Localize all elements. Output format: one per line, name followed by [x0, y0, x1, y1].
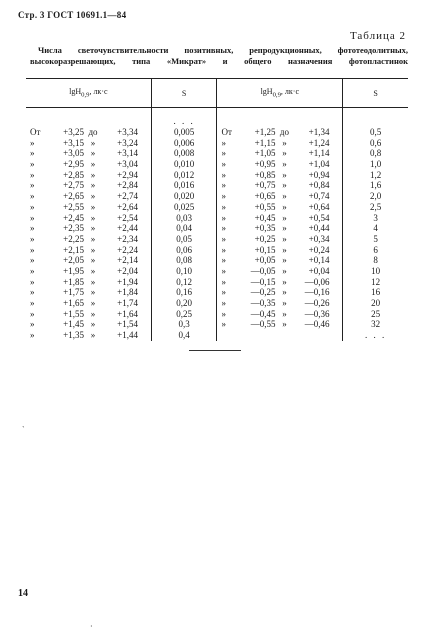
range-row: [26, 255, 151, 266]
header-s-right: S: [343, 79, 408, 108]
s-value: 0,16: [176, 287, 192, 298]
range-to: +0,14: [308, 255, 330, 266]
range-prefix: »: [30, 159, 35, 170]
right-s-column: [343, 108, 408, 341]
s-value: 0,08: [176, 255, 192, 266]
range-mid: »: [282, 287, 287, 298]
range-from: —0,45: [250, 308, 276, 319]
s-trail-dots: . . .: [364, 330, 387, 341]
range-prefix: »: [221, 255, 226, 266]
range-row: [217, 127, 342, 138]
range-mid: »: [90, 191, 96, 202]
s-value: 16: [371, 287, 381, 298]
range-from: +1,05: [254, 148, 276, 159]
range-prefix: »: [221, 308, 226, 319]
range-mid: »: [90, 148, 96, 159]
range-mid: »: [282, 255, 287, 266]
range-to: +1,74: [117, 298, 138, 308]
s-value: 1,0: [369, 159, 382, 170]
range-row: [26, 245, 151, 256]
range-mid: »: [90, 319, 96, 330]
range-to: +1,84: [117, 287, 138, 298]
range-to: +0,74: [308, 191, 330, 202]
range-to: +2,94: [117, 169, 138, 180]
range-row: [217, 277, 342, 288]
range-mid: »: [282, 201, 287, 212]
range-row: [217, 223, 342, 234]
range-from: +2,55: [63, 201, 84, 212]
range-mid: »: [282, 137, 287, 148]
range-from: +1,85: [63, 276, 84, 287]
range-mid: »: [282, 298, 287, 308]
s-value: 20: [371, 298, 381, 308]
range-row: [26, 180, 151, 191]
range-to: —0,26: [304, 298, 330, 308]
range-from: +1,75: [63, 287, 84, 298]
range-row: [26, 298, 151, 309]
caption-line-1: Числа светочувствительности позитивных, репродукционных, фототеодолитных,: [38, 45, 408, 55]
s-value: 2,5: [369, 201, 382, 212]
s-value: 0,025: [173, 201, 195, 212]
range-from: +2,05: [63, 255, 84, 266]
s-dots: . . .: [173, 116, 195, 126]
range-from: +1,35: [63, 330, 84, 341]
range-mid: до: [279, 127, 290, 137]
range-from: —0,05: [250, 265, 276, 276]
range-prefix: »: [221, 191, 226, 202]
range-row: [217, 298, 342, 309]
header-range-right: lgH$_{0,9}$, лк·с: [217, 79, 343, 108]
range-row: [217, 287, 342, 298]
s-value: 0,008: [173, 148, 195, 159]
range-row: [26, 234, 151, 245]
range-from: +0,35: [254, 223, 276, 234]
range-to: +2,04: [117, 265, 138, 276]
range-mid: »: [90, 180, 96, 191]
range-to: +2,34: [117, 233, 138, 244]
range-mid: »: [282, 191, 287, 202]
s-value: 6: [373, 244, 378, 255]
s-value: 0,6: [369, 137, 382, 148]
range-to: +0,84: [308, 180, 330, 191]
range-prefix: »: [30, 319, 35, 330]
range-to: +0,44: [308, 223, 330, 234]
s-value: 0,4: [178, 330, 190, 341]
scan-speck: ·: [90, 622, 93, 631]
range-prefix: »: [30, 148, 35, 159]
range-row: [26, 148, 151, 159]
range-to: +2,64: [117, 201, 138, 212]
range-from: +1,65: [63, 298, 84, 308]
range-prefix: От: [221, 127, 232, 137]
range-row: [26, 319, 151, 330]
range-to: +1,54: [117, 319, 138, 330]
range-to: +1,34: [308, 127, 330, 137]
page-header: Стр. 3 ГОСТ 10691.1—84: [18, 10, 127, 20]
s-value: 0,20: [176, 298, 192, 308]
range-mid: до: [88, 127, 98, 137]
range-prefix: »: [221, 287, 226, 298]
range-mid: »: [282, 244, 287, 255]
s-value: 0,06: [176, 244, 192, 255]
range-from: —0,15: [250, 276, 276, 287]
range-prefix: »: [30, 212, 35, 223]
s-value: 0,10: [176, 265, 192, 276]
range-prefix: »: [221, 180, 226, 191]
range-row: [26, 213, 151, 224]
range-row: [217, 213, 342, 224]
range-row: [26, 287, 151, 298]
range-row: [26, 202, 151, 213]
range-prefix: »: [221, 233, 226, 244]
range-row: [26, 138, 151, 149]
range-mid: »: [90, 265, 96, 276]
range-prefix: »: [221, 319, 226, 330]
range-prefix: »: [30, 137, 35, 148]
range-mid: »: [90, 137, 96, 148]
range-to: +1,14: [308, 148, 330, 159]
range-to: +3,14: [117, 148, 138, 159]
range-prefix: »: [30, 223, 35, 234]
range-prefix: »: [30, 244, 35, 255]
range-prefix: »: [30, 308, 35, 319]
range-to: —0,16: [304, 287, 330, 298]
range-from: +0,85: [254, 169, 276, 180]
range-prefix: »: [30, 276, 35, 287]
range-to: —0,46: [304, 319, 330, 330]
range-row: [217, 234, 342, 245]
range-mid: »: [90, 223, 96, 234]
range-from: +1,15: [254, 137, 276, 148]
range-mid: »: [282, 212, 287, 223]
range-mid: »: [282, 169, 287, 180]
range-row: [26, 330, 151, 341]
range-prefix: »: [221, 137, 226, 148]
range-mid: »: [90, 201, 96, 212]
range-mid: »: [90, 330, 96, 341]
s-value: 0,006: [173, 137, 195, 148]
s-value: 0,04: [176, 223, 192, 234]
range-prefix: »: [221, 169, 226, 180]
range-from: +2,75: [63, 180, 84, 191]
range-row: [217, 138, 342, 149]
range-row: [217, 159, 342, 170]
range-from: +1,45: [63, 319, 84, 330]
s-value: 5: [373, 233, 378, 244]
range-mid: »: [90, 169, 96, 180]
range-mid: »: [282, 308, 287, 319]
range-to: +1,04: [308, 159, 330, 170]
range-from: +0,05: [254, 255, 276, 266]
range-to: +0,04: [308, 265, 330, 276]
header-range-left: lgH$_{0,9}$, лк·с: [26, 79, 151, 108]
range-from: +3,25: [63, 127, 84, 137]
s-value: 0,03: [176, 212, 192, 223]
range-prefix: »: [30, 233, 35, 244]
range-from: +0,75: [254, 180, 276, 191]
range-prefix: »: [221, 201, 226, 212]
range-to: +1,44: [117, 330, 138, 341]
range-row: [217, 245, 342, 256]
range-prefix: »: [221, 159, 226, 170]
range-to: +1,24: [308, 137, 330, 148]
range-row: [26, 127, 151, 138]
sensitivity-table: [26, 78, 408, 341]
range-prefix: »: [221, 223, 226, 234]
range-prefix: »: [221, 244, 226, 255]
range-prefix: »: [30, 265, 35, 276]
range-mid: »: [282, 180, 287, 191]
left-s-column: [151, 108, 217, 341]
range-from: +2,65: [63, 191, 84, 202]
range-from: +0,45: [254, 212, 276, 223]
range-prefix: »: [30, 298, 35, 308]
range-prefix: »: [221, 212, 226, 223]
range-row: [217, 266, 342, 277]
range-row: [26, 223, 151, 234]
range-from: +0,65: [254, 191, 276, 202]
range-mid: »: [90, 287, 96, 298]
range-from: +2,45: [63, 212, 84, 223]
range-from: +0,55: [254, 201, 276, 212]
range-row: [217, 180, 342, 191]
range-from: —0,55: [250, 319, 276, 330]
s-value: 0,12: [176, 276, 192, 287]
range-row: [217, 148, 342, 159]
page-number: 14: [18, 588, 28, 599]
range-row: [26, 159, 151, 170]
s-value: 0,5: [369, 127, 382, 137]
range-to: +2,84: [117, 180, 138, 191]
range-from: +3,05: [63, 148, 84, 159]
range-to: +0,64: [308, 201, 330, 212]
range-prefix: »: [30, 287, 35, 298]
range-row: [217, 191, 342, 202]
right-range-column: [217, 108, 343, 341]
range-prefix: »: [221, 148, 226, 159]
s-value: 0,8: [369, 148, 382, 159]
range-to: +2,24: [117, 244, 138, 255]
s-value: 8: [373, 255, 378, 266]
range-mid: »: [282, 148, 287, 159]
s-value: 1,2: [369, 169, 382, 180]
s-value: 0,25: [176, 308, 192, 319]
s-value: 25: [371, 308, 381, 319]
s-value: 0,3: [178, 319, 190, 330]
range-row: [26, 266, 151, 277]
range-row: [26, 170, 151, 181]
range-mid: »: [282, 276, 287, 287]
range-to: +1,94: [117, 276, 138, 287]
range-from: +0,95: [254, 159, 276, 170]
range-from: +1,55: [63, 308, 84, 319]
range-row: [217, 255, 342, 266]
range-to: +0,54: [308, 212, 330, 223]
range-from: +0,25: [254, 233, 276, 244]
range-to: +3,34: [117, 127, 138, 137]
s-value: 0,012: [173, 169, 195, 180]
range-prefix: »: [221, 265, 226, 276]
range-from: +2,35: [63, 223, 84, 234]
range-row: [26, 277, 151, 288]
range-mid: »: [90, 233, 96, 244]
range-from: —0,35: [250, 298, 276, 308]
range-to: +2,14: [117, 255, 138, 266]
range-row: [217, 202, 342, 213]
s-value: 2,0: [369, 191, 382, 202]
range-from: +1,25: [254, 127, 276, 137]
range-to: +0,24: [308, 244, 330, 255]
range-mid: »: [90, 212, 96, 223]
range-mid: »: [90, 308, 96, 319]
range-prefix: »: [221, 298, 226, 308]
range-mid: »: [90, 255, 96, 266]
range-to: +0,94: [308, 169, 330, 180]
range-row: [26, 309, 151, 320]
range-row: [217, 309, 342, 320]
s-value: 0,020: [173, 191, 195, 202]
range-prefix: От: [30, 127, 41, 137]
header-s-left: S: [151, 79, 217, 108]
range-mid: »: [90, 276, 96, 287]
s-value: 0,005: [173, 127, 195, 137]
range-row: [217, 319, 342, 330]
s-value: 0,010: [173, 159, 195, 170]
range-to: —0,06: [304, 276, 330, 287]
range-to: —0,36: [304, 308, 330, 319]
range-prefix: »: [30, 201, 35, 212]
s-value: 1,6: [369, 180, 382, 191]
table-label: Таблица 2: [349, 30, 406, 42]
scan-mark: ˋ: [22, 425, 25, 434]
range-to: +2,54: [117, 212, 138, 223]
range-from: +0,15: [254, 244, 276, 255]
s-value: 32: [371, 319, 381, 330]
range-row: [26, 191, 151, 202]
range-prefix: »: [30, 191, 35, 202]
range-mid: »: [282, 233, 287, 244]
range-from: +3,15: [63, 137, 84, 148]
table-caption: [30, 45, 408, 67]
range-to: +1,64: [117, 308, 138, 319]
range-prefix: »: [30, 169, 35, 180]
range-mid: »: [282, 319, 287, 330]
range-prefix: »: [221, 276, 226, 287]
s-value: 0,016: [173, 180, 195, 191]
s-value: 12: [371, 276, 381, 287]
s-value: 10: [371, 265, 381, 276]
range-row: [217, 170, 342, 181]
s-value: 0,05: [176, 233, 192, 244]
range-to: +2,74: [117, 191, 138, 202]
range-mid: »: [282, 223, 287, 234]
range-prefix: »: [30, 180, 35, 191]
range-from: —0,25: [250, 287, 276, 298]
range-mid: »: [282, 159, 287, 170]
range-from: +2,95: [63, 159, 84, 170]
range-to: +3,24: [117, 137, 138, 148]
range-from: +2,85: [63, 169, 84, 180]
end-rule: [189, 350, 241, 351]
range-from: +1,95: [63, 265, 84, 276]
s-value: 4: [373, 223, 378, 234]
range-to: +3,04: [117, 159, 138, 170]
range-mid: »: [90, 244, 96, 255]
caption-line-2: высокоразрешающих, типа «Микрат» и общего назначения фотопластинок: [30, 56, 408, 66]
left-range-column: [26, 108, 151, 341]
range-from: +2,25: [63, 233, 84, 244]
range-prefix: »: [30, 255, 35, 266]
range-mid: »: [90, 298, 96, 308]
range-to: +0,34: [308, 233, 330, 244]
range-to: +2,44: [117, 223, 138, 234]
range-mid: »: [90, 159, 96, 170]
range-mid: »: [282, 265, 287, 276]
range-prefix: »: [30, 330, 35, 341]
s-value: 3: [373, 212, 378, 223]
range-from: +2,15: [63, 244, 84, 255]
